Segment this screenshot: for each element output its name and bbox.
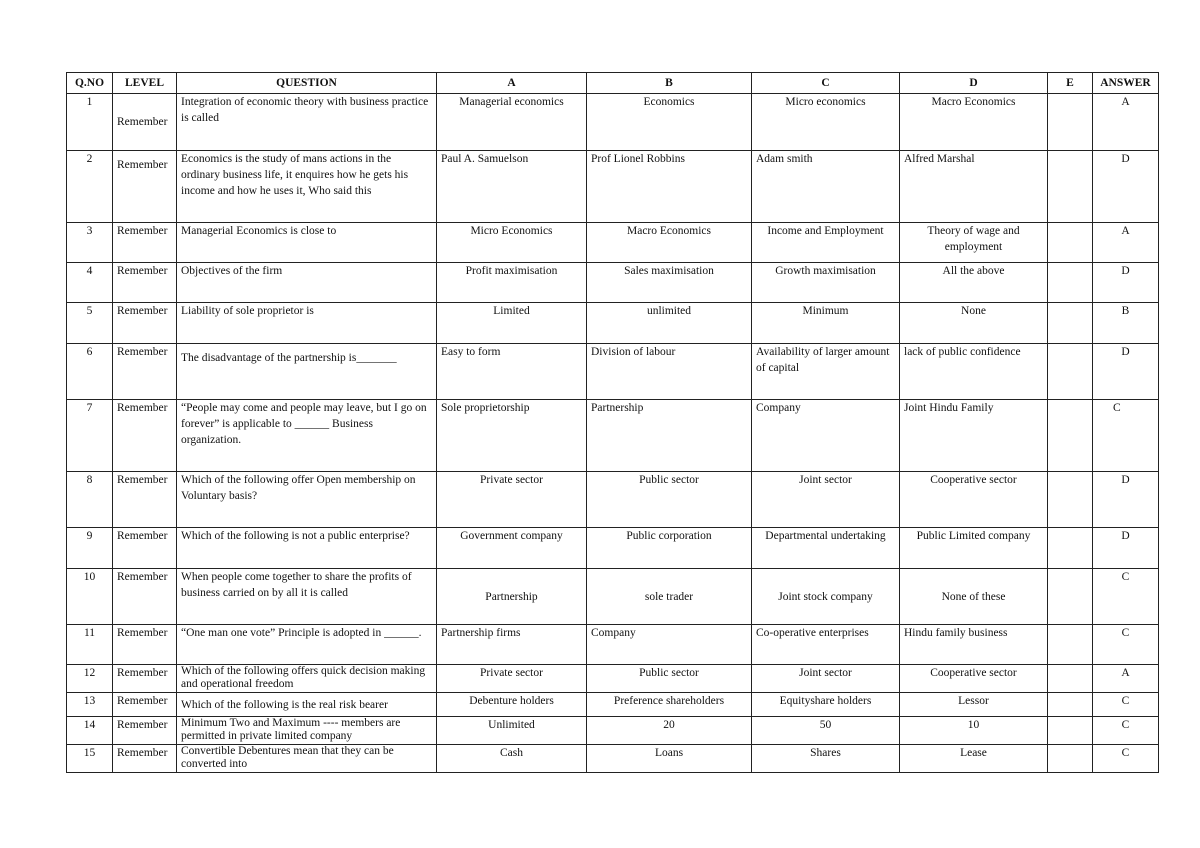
- level-cell: Remember: [113, 400, 177, 472]
- option-b-cell: Partnership: [587, 400, 752, 472]
- option-e-cell: [1048, 745, 1093, 773]
- option-e-cell: [1048, 344, 1093, 400]
- answer-cell: A: [1093, 94, 1159, 151]
- level-cell: Remember: [113, 472, 177, 528]
- col-header-a: A: [437, 73, 587, 94]
- qno-cell: 7: [67, 400, 113, 472]
- question-cell: Which of the following is the real risk bearer: [177, 693, 437, 717]
- col-header-qno: Q.NO: [67, 73, 113, 94]
- option-c-cell: Growth maximisation: [752, 263, 900, 303]
- qno-cell: 8: [67, 472, 113, 528]
- option-c-cell: Shares: [752, 745, 900, 773]
- option-c-cell: Departmental undertaking: [752, 528, 900, 569]
- col-header-question: QUESTION: [177, 73, 437, 94]
- option-d-cell: Hindu family business: [900, 625, 1048, 665]
- option-a-cell: Government company: [437, 528, 587, 569]
- question-cell: When people come together to share the profits of business carried on by all it is called: [177, 569, 437, 625]
- option-b-cell: Company: [587, 625, 752, 665]
- option-e-cell: [1048, 472, 1093, 528]
- option-d-cell: Joint Hindu Family: [900, 400, 1048, 472]
- level-cell: Remember: [113, 151, 177, 223]
- option-b-cell: Macro Economics: [587, 223, 752, 263]
- option-e-cell: [1048, 665, 1093, 693]
- qno-cell: 1: [67, 94, 113, 151]
- option-c-cell: Company: [752, 400, 900, 472]
- answer-cell: A: [1093, 223, 1159, 263]
- option-b-cell: Economics: [587, 94, 752, 151]
- table-row: [67, 223, 1159, 263]
- option-c-cell: Income and Employment: [752, 223, 900, 263]
- table-row: [67, 263, 1159, 303]
- answer-cell: D: [1093, 528, 1159, 569]
- question-cell: Convertible Debentures mean that they can be converted into: [177, 745, 437, 773]
- option-b-cell: Loans: [587, 745, 752, 773]
- qno-cell: 2: [67, 151, 113, 223]
- option-e-cell: [1048, 263, 1093, 303]
- table-row: [67, 472, 1159, 528]
- table-row: [67, 745, 1159, 773]
- option-d-cell: Lessor: [900, 693, 1048, 717]
- col-header-level: LEVEL: [113, 73, 177, 94]
- option-a-cell: Private sector: [437, 665, 587, 693]
- option-c-cell: Adam smith: [752, 151, 900, 223]
- option-d-cell: lack of public confidence: [900, 344, 1048, 400]
- answer-cell: C: [1093, 569, 1159, 625]
- option-a-cell: Profit maximisation: [437, 263, 587, 303]
- level-cell: Remember: [113, 303, 177, 344]
- option-d-cell: Public Limited company: [900, 528, 1048, 569]
- qno-cell: 11: [67, 625, 113, 665]
- option-a-cell: Paul A. Samuelson: [437, 151, 587, 223]
- level-cell: Remember: [113, 665, 177, 693]
- question-cell: Which of the following is not a public enterprise?: [177, 528, 437, 569]
- qno-cell: 5: [67, 303, 113, 344]
- option-d-cell: Alfred Marshal: [900, 151, 1048, 223]
- level-cell: Remember: [113, 263, 177, 303]
- option-c-cell: Co-operative enterprises: [752, 625, 900, 665]
- table-row: [67, 94, 1159, 151]
- option-a-cell: Private sector: [437, 472, 587, 528]
- option-a-cell: Partnership: [437, 569, 587, 625]
- qno-cell: 9: [67, 528, 113, 569]
- question-cell: Which of the following offers quick decision making and operational freedom: [177, 665, 437, 693]
- answer-cell: C: [1093, 745, 1159, 773]
- answer-cell: D: [1093, 472, 1159, 528]
- col-header-e: E: [1048, 73, 1093, 94]
- option-b-cell: Public sector: [587, 665, 752, 693]
- option-c-cell: Availability of larger amount of capital: [752, 344, 900, 400]
- option-d-cell: None of these: [900, 569, 1048, 625]
- option-b-cell: Public sector: [587, 472, 752, 528]
- qno-cell: 4: [67, 263, 113, 303]
- answer-cell: C: [1093, 693, 1159, 717]
- question-cell: Managerial Economics is close to: [177, 223, 437, 263]
- level-cell: Remember: [113, 223, 177, 263]
- option-a-cell: Micro Economics: [437, 223, 587, 263]
- level-cell: Remember: [113, 94, 177, 151]
- option-b-cell: sole trader: [587, 569, 752, 625]
- answer-cell: A: [1093, 665, 1159, 693]
- header-row: [67, 73, 1159, 94]
- question-cell: Which of the following offer Open membership on Voluntary basis?: [177, 472, 437, 528]
- table-row: [67, 717, 1159, 745]
- option-c-cell: Micro economics: [752, 94, 900, 151]
- question-cell: Objectives of the firm: [177, 263, 437, 303]
- option-d-cell: 10: [900, 717, 1048, 745]
- level-cell: Remember: [113, 569, 177, 625]
- option-e-cell: [1048, 693, 1093, 717]
- question-cell: Minimum Two and Maximum ---- members are permitted in private limited company: [177, 717, 437, 745]
- option-c-cell: 50: [752, 717, 900, 745]
- option-d-cell: Cooperative sector: [900, 472, 1048, 528]
- question-cell: Integration of economic theory with business practice is called: [177, 94, 437, 151]
- option-e-cell: [1048, 151, 1093, 223]
- option-d-cell: Lease: [900, 745, 1048, 773]
- option-b-cell: Prof Lionel Robbins: [587, 151, 752, 223]
- level-cell: Remember: [113, 344, 177, 400]
- qno-cell: 3: [67, 223, 113, 263]
- option-e-cell: [1048, 223, 1093, 263]
- question-cell: “One man one vote” Principle is adopted in ______.: [177, 625, 437, 665]
- level-cell: Remember: [113, 625, 177, 665]
- option-d-cell: Theory of wage and employment: [900, 223, 1048, 263]
- option-a-cell: Cash: [437, 745, 587, 773]
- option-b-cell: 20: [587, 717, 752, 745]
- table-row: [67, 528, 1159, 569]
- option-a-cell: Sole proprietorship: [437, 400, 587, 472]
- question-cell: “People may come and people may leave, but I go on forever” is applicable to ______ Business organization.: [177, 400, 437, 472]
- level-cell: Remember: [113, 745, 177, 773]
- table-row: [67, 625, 1159, 665]
- option-a-cell: Limited: [437, 303, 587, 344]
- option-c-cell: Joint stock company: [752, 569, 900, 625]
- answer-cell: D: [1093, 151, 1159, 223]
- option-c-cell: Equityshare holders: [752, 693, 900, 717]
- option-d-cell: All the above: [900, 263, 1048, 303]
- option-a-cell: Easy to form: [437, 344, 587, 400]
- table-row: [67, 400, 1159, 472]
- option-e-cell: [1048, 528, 1093, 569]
- level-cell: Remember: [113, 693, 177, 717]
- option-e-cell: [1048, 717, 1093, 745]
- qno-cell: 10: [67, 569, 113, 625]
- table-row: [67, 344, 1159, 400]
- table-row: [67, 303, 1159, 344]
- qno-cell: 13: [67, 693, 113, 717]
- qno-cell: 15: [67, 745, 113, 773]
- question-cell: Liability of sole proprietor is: [177, 303, 437, 344]
- col-header-answer: ANSWER: [1093, 73, 1159, 94]
- qno-cell: 6: [67, 344, 113, 400]
- option-b-cell: Public corporation: [587, 528, 752, 569]
- answer-cell: B: [1093, 303, 1159, 344]
- option-d-cell: Cooperative sector: [900, 665, 1048, 693]
- table-row: [67, 693, 1159, 717]
- answer-cell: C: [1093, 717, 1159, 745]
- option-b-cell: Sales maximisation: [587, 263, 752, 303]
- option-c-cell: Joint sector: [752, 665, 900, 693]
- option-b-cell: unlimited: [587, 303, 752, 344]
- level-cell: Remember: [113, 717, 177, 745]
- qno-cell: 12: [67, 665, 113, 693]
- option-e-cell: [1048, 625, 1093, 665]
- option-e-cell: [1048, 94, 1093, 151]
- answer-cell: D: [1093, 263, 1159, 303]
- question-cell: The disadvantage of the partnership is_______: [177, 344, 437, 400]
- col-header-b: B: [587, 73, 752, 94]
- option-e-cell: [1048, 400, 1093, 472]
- col-header-c: C: [752, 73, 900, 94]
- question-cell: Economics is the study of mans actions in the ordinary business life, it enquires how he gets his income and how he uses it, Who said this: [177, 151, 437, 223]
- option-d-cell: Macro Economics: [900, 94, 1048, 151]
- option-c-cell: Joint sector: [752, 472, 900, 528]
- answer-cell: C: [1093, 400, 1159, 472]
- option-e-cell: [1048, 569, 1093, 625]
- option-b-cell: Division of labour: [587, 344, 752, 400]
- option-a-cell: Debenture holders: [437, 693, 587, 717]
- answer-cell: D: [1093, 344, 1159, 400]
- answer-cell: C: [1093, 625, 1159, 665]
- option-a-cell: Partnership firms: [437, 625, 587, 665]
- qno-cell: 14: [67, 717, 113, 745]
- table-row: [67, 151, 1159, 223]
- option-a-cell: Unlimited: [437, 717, 587, 745]
- option-a-cell: Managerial economics: [437, 94, 587, 151]
- table-row: [67, 569, 1159, 625]
- col-header-d: D: [900, 73, 1048, 94]
- option-e-cell: [1048, 303, 1093, 344]
- table-row: [67, 665, 1159, 693]
- option-b-cell: Preference shareholders: [587, 693, 752, 717]
- mcq-table: [66, 72, 1159, 773]
- option-c-cell: Minimum: [752, 303, 900, 344]
- option-d-cell: None: [900, 303, 1048, 344]
- level-cell: Remember: [113, 528, 177, 569]
